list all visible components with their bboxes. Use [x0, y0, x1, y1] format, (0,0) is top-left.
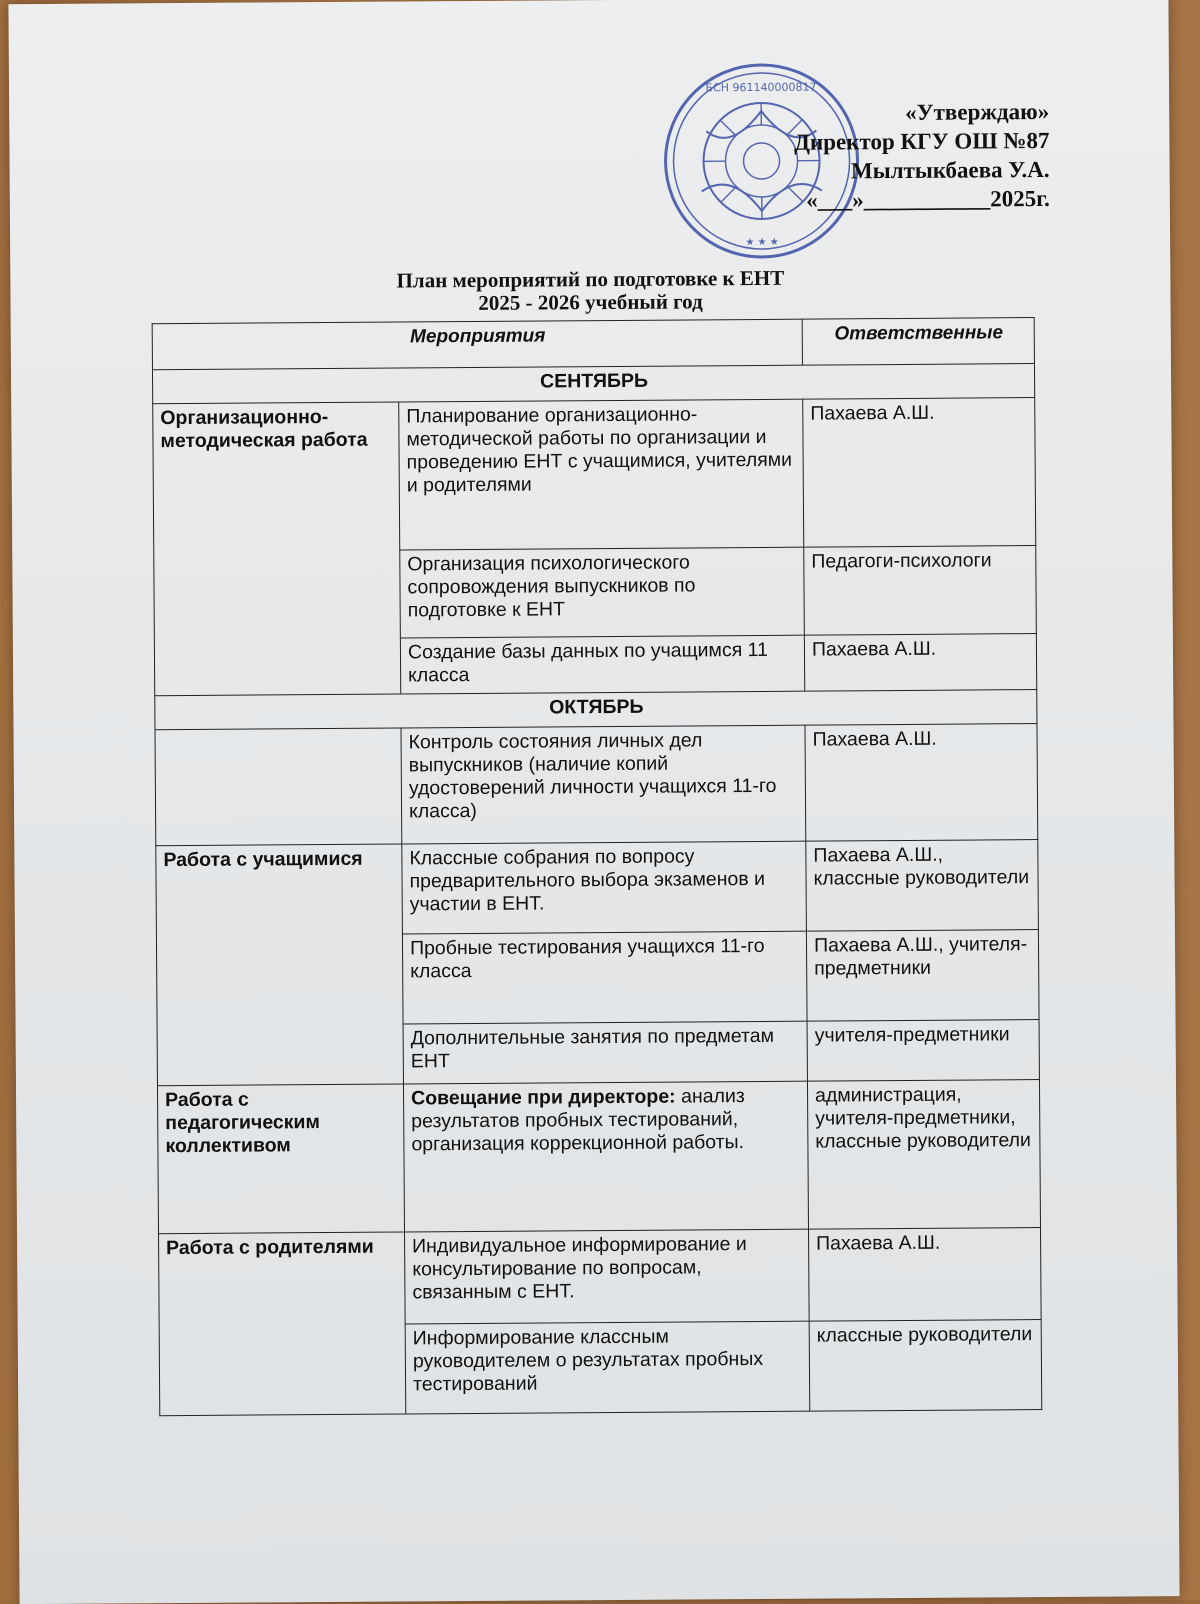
section-staff: Работа с педагогическим коллективом	[157, 1084, 404, 1234]
event-cell: Контроль состояния личных дел выпускников (наличие копий удостоверений личности учащихся 11-го класса)	[401, 725, 806, 844]
events-plan-table	[152, 317, 1043, 1416]
table-header-row	[152, 318, 1034, 370]
event-rest: анализ результатов пробных тестирований, организация коррекционной работы.	[411, 1085, 745, 1155]
event-cell: Организация психологического сопровождения выпускников по подготовке к ЕНТ	[400, 547, 805, 638]
title-line-1: План мероприятий по подготовке к ЕНТ	[10, 264, 1170, 295]
event-cell: Создание базы данных по учащимся 11 класса	[400, 635, 804, 694]
month-october: ОКТЯБРЬ	[155, 690, 1037, 730]
table-row	[156, 840, 1039, 936]
approval-name-line: Мылтыкбаева У.А.	[650, 155, 1050, 187]
event-cell: Индивидуальное информирование и консультирование по вопросам, связанным с ЕНТ.	[405, 1229, 810, 1324]
responsible-cell: Пахаева А.Ш., учителя-предметники	[806, 930, 1039, 1022]
event-cell: Классные собрания по вопросу предварительного выбора экзаменов и участии в ЕНТ.	[402, 841, 807, 934]
section-students: Работа с учащимися	[156, 844, 404, 1086]
responsible-cell: учителя-предметники	[807, 1020, 1039, 1082]
responsible-cell: Пахаева А.Ш.	[809, 1228, 1042, 1322]
table-row	[153, 398, 1036, 552]
event-cell: Пробные тестирования учащихся 11-го класса	[402, 931, 807, 1024]
section-parents: Работа с родителями	[159, 1232, 406, 1416]
month-september: СЕНТЯБРЬ	[152, 364, 1034, 404]
responsible-cell: Пахаева А.Ш.	[803, 398, 1036, 548]
responsible-cell: Пахаева А.Ш., классные руководители	[806, 840, 1039, 932]
responsible-cell: Педагоги-психологи	[804, 546, 1037, 636]
event-lead: Совещание при директоре:	[411, 1086, 676, 1110]
stamp-bin-text: БСН 961140000817	[705, 81, 816, 95]
empty-section-cell	[155, 728, 402, 846]
table-row	[159, 1228, 1042, 1326]
document-title	[10, 264, 1170, 318]
title-line-2: 2025 - 2026 учебный год	[10, 287, 1170, 318]
document-page	[8, 0, 1179, 1604]
header-responsible: Ответственные	[802, 318, 1034, 366]
header-events: Мероприятия	[152, 319, 802, 370]
approval-block	[649, 97, 1050, 216]
event-cell: Дополнительные занятия по предметам ЕНТ	[403, 1021, 807, 1084]
approval-date-line: «___»___________2025г.	[650, 184, 1050, 216]
approval-line-1: «Утверждаю»	[649, 97, 1049, 129]
event-cell	[403, 1081, 808, 1232]
responsible-cell: классные руководители	[809, 1320, 1042, 1412]
responsible-cell: Пахаева А.Ш.	[805, 724, 1038, 842]
approval-director-line: Директор КГУ ОШ №87	[649, 126, 1049, 158]
section-org-method: Организационно-методическая работа	[153, 402, 401, 696]
responsible-cell: администрация, учителя-предметники, классные руководители	[807, 1080, 1040, 1230]
responsible-cell: Пахаева А.Ш.	[804, 634, 1036, 692]
event-cell: Информирование классным руководителем о результатах пробных тестирований	[405, 1321, 810, 1414]
table-row	[157, 1080, 1040, 1234]
event-cell: Планирование организационно-методической работы по организации и проведению ЕНТ с учащимися, учителями и родителями	[399, 399, 804, 550]
table-row	[155, 724, 1038, 846]
svg-text:★ ★ ★: ★ ★ ★	[745, 237, 778, 248]
